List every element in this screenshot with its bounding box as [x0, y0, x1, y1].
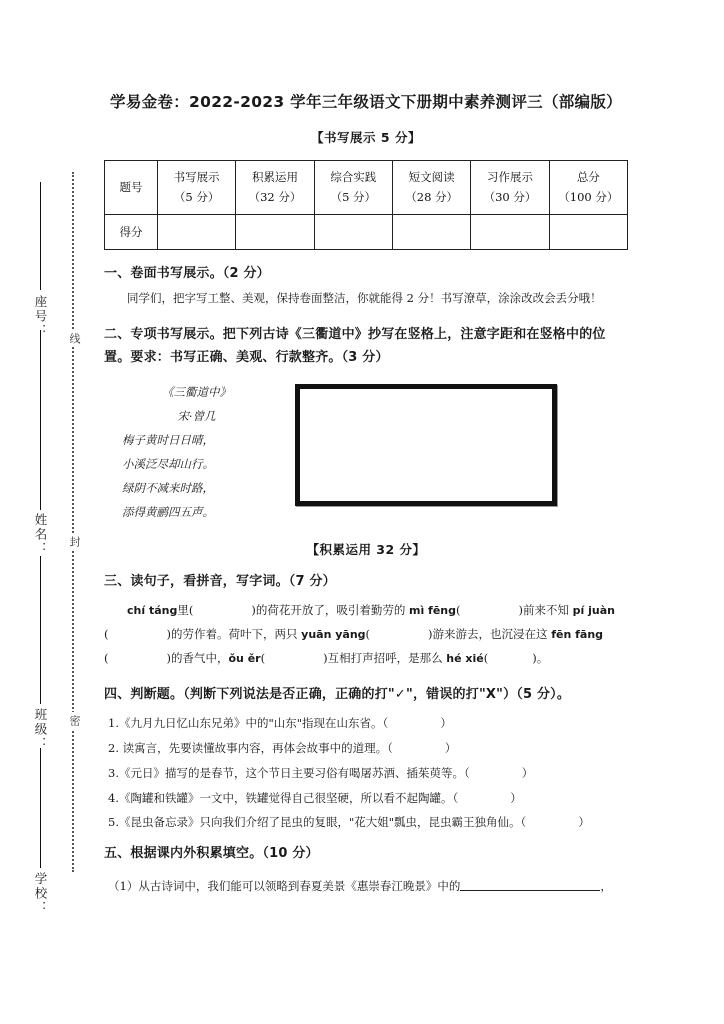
- table-score-label: 得分: [105, 214, 158, 249]
- pinyin-text-3e: (: [483, 651, 489, 666]
- column-points-1: （5 分）: [173, 190, 220, 205]
- score-input-cell-4[interactable]: [392, 214, 470, 249]
- pinyin-he-xie: hé xié: [446, 652, 484, 666]
- exam-paper-body: [104, 0, 628, 894]
- section-five-title: 五、根据课内外积累填空。（10 分）: [104, 846, 319, 862]
- judgment-item-2: [104, 742, 628, 756]
- pinyin-text-3c: (: [260, 651, 266, 666]
- pinyin-pi-juan: pí juàn: [572, 604, 615, 618]
- pinyin-text-2a: (: [104, 627, 109, 642]
- poem-block: [104, 378, 289, 525]
- pinyin-text-2c: (: [365, 627, 371, 642]
- section-one-title: 一、卷面书写展示。（2 分）: [104, 265, 270, 281]
- poem-author: 宋·曾几: [177, 408, 216, 423]
- table-header-label: 题号: [105, 160, 158, 214]
- pinyin-text-2b: )的劳作着。荷叶下，两只: [166, 627, 302, 642]
- pinyin-text-3d: )互相打声招呼，是那么: [323, 651, 447, 666]
- pinyin-yuan-yang: yuān yāng: [301, 628, 366, 642]
- pinyin-line-1: [104, 598, 628, 622]
- table-header-cell-5: [471, 160, 549, 214]
- seal-rule-segment-4: [40, 748, 41, 868]
- column-points-2: （32 分）: [248, 190, 302, 205]
- judgment-item-3: [104, 767, 628, 781]
- judgment-item-2-text: 2. 读寓言，先要读懂故事内容，再体会故事中的道理。（: [108, 741, 393, 756]
- pinyin-line-2: [104, 622, 628, 646]
- seal-margin: [0, 0, 96, 1024]
- pinyin-text-1c: (: [456, 603, 461, 618]
- pinyin-ou-er: ǒu ěr: [228, 652, 261, 666]
- score-input-cell-6[interactable]: [549, 214, 627, 249]
- poem-and-grid-row: [104, 378, 628, 525]
- judgment-item-4-text: 4.《陶罐和铁罐》一文中，铁罐觉得自己很坚硬，所以看不起陶罐。（: [108, 790, 459, 805]
- pinyin-text-3a: (: [104, 651, 109, 666]
- poem-line-3: 绿阴不减来时路，: [122, 481, 214, 496]
- column-name-2: 积累运用: [251, 170, 298, 185]
- table-row-header: [105, 160, 628, 214]
- judgment-item-3-close: ）: [521, 765, 534, 780]
- pinyin-text-2d: )游来游去，也沉浸在这: [428, 627, 552, 642]
- poem-line-4: 添得黄鹂四五声。: [122, 505, 214, 520]
- poem-title: 《三衢道中》: [162, 384, 231, 399]
- seal-label-student-name: 姓名：: [33, 513, 48, 557]
- column-points-6: （100 分）: [558, 190, 619, 205]
- page-title: 学易金卷：2022-2023 学年三年级语文下册期中素养测评三（部编版）: [110, 93, 622, 111]
- column-name-3: 综合实践: [330, 170, 377, 185]
- pinyin-text-1a: 里(: [177, 603, 194, 618]
- column-name-4: 短文阅读: [408, 170, 455, 185]
- seal-rule-segment-2: [40, 330, 41, 510]
- judgment-item-4: [104, 792, 628, 806]
- column-name-6: 总分: [576, 170, 600, 185]
- pinyin-mi-feng: mì fēng: [408, 604, 456, 618]
- column-points-4: （28 分）: [405, 190, 459, 205]
- pinyin-exercise-block: [104, 598, 628, 670]
- table-header-cell-1: [158, 160, 236, 214]
- judgment-item-5-close: ）: [578, 815, 590, 830]
- accumulation-section-banner: 【积累运用 32 分】: [306, 542, 426, 558]
- judgment-item-5: [104, 816, 628, 830]
- pinyin-text-1b: )的荷花开放了，吸引着勤劳的: [251, 603, 409, 618]
- score-input-cell-1[interactable]: [158, 214, 236, 249]
- table-header-cell-3: [314, 160, 392, 214]
- seal-char-feng: 封: [66, 533, 82, 550]
- pinyin-chi-tang: chí táng: [127, 604, 178, 618]
- judgment-item-1-text: 1.《九月九日忆山东兄弟》中的"山东"指现在山东省。（: [108, 716, 389, 731]
- score-table: [104, 160, 628, 250]
- pinyin-line-3: [104, 646, 628, 670]
- section-three-title: 三、读句子，看拼音，写字词。（7 分）: [104, 574, 336, 590]
- score-input-cell-2[interactable]: [236, 214, 314, 249]
- poem-line-2: 小溪泛尽却山行。: [122, 456, 214, 471]
- column-points-3: （5 分）: [330, 190, 377, 205]
- seal-char-xian: 线: [66, 330, 82, 347]
- poem-line-1: 梅子黄时日日晴，: [122, 432, 214, 447]
- judgment-item-1: [104, 717, 628, 731]
- column-points-5: （30 分）: [483, 190, 537, 205]
- column-name-1: 书写展示: [173, 170, 220, 185]
- writing-section-banner: 【书写展示 5 分】: [311, 129, 421, 145]
- seal-rule-segment-3: [40, 556, 41, 704]
- section-two-title: 二、专项书写展示。把下列古诗《三衢道中》抄写在竖格上，注意字距和在竖格中的位置。要求：书写正确、美观、行款整齐。（3 分）: [104, 327, 606, 365]
- column-name-5: 习作展示: [486, 170, 533, 185]
- judgment-item-4-close: ）: [510, 790, 522, 805]
- pinyin-text-3b: )的香气中，: [166, 651, 229, 666]
- score-input-cell-5[interactable]: [471, 214, 549, 249]
- table-header-cell-4: [392, 160, 470, 214]
- seal-label-class: 班级：: [33, 708, 48, 752]
- judgment-item-3-text: 3.《元日》描写的是春节，这个节日主要习俗有喝屠苏酒、插茱萸等。（: [108, 765, 470, 780]
- seal-label-seat-number: 座号：: [33, 295, 48, 339]
- handwriting-answer-box[interactable]: [295, 384, 557, 506]
- fill-blank-item-1-suffix: ，: [600, 879, 612, 893]
- seal-dotted-line: [72, 172, 74, 872]
- fill-blank-underline-1[interactable]: [460, 879, 600, 891]
- table-row-score: [105, 214, 628, 249]
- pinyin-text-3f: )。: [532, 651, 549, 666]
- seal-label-school: 学校：: [33, 872, 48, 916]
- judgment-item-5-text: 5.《昆虫备忘录》只向我们介绍了昆虫的复眼，"花大姐"瓢虫，昆虫霸王独角仙。（: [108, 815, 527, 830]
- pinyin-text-1d: )前来不知: [518, 603, 573, 618]
- judgment-item-2-close: ）: [444, 741, 457, 756]
- pinyin-fen-fang: fēn fāng: [551, 628, 604, 642]
- section-one-body: 同学们，把字写工整、美观，保持卷面整洁，你就能得 2 分！书写潦草，涂涂改改会丢分哦！: [127, 291, 602, 306]
- seal-char-mi: 密: [66, 712, 82, 729]
- seal-rule-segment-1: [40, 182, 41, 290]
- fill-blank-item-1: [104, 879, 628, 894]
- table-header-cell-2: [236, 160, 314, 214]
- judgment-item-1-close: ）: [440, 716, 452, 731]
- score-input-cell-3[interactable]: [314, 214, 392, 249]
- table-header-cell-6: [549, 160, 627, 214]
- section-four-title: 四、判断题。（判断下列说法是否正确，正确的打"✓"，错误的打"X"）（5 分）。: [104, 686, 571, 702]
- fill-blank-item-1-text: （1）从古诗词中，我们能可以领略到春夏美景《惠崇春江晚景》中的: [108, 879, 461, 893]
